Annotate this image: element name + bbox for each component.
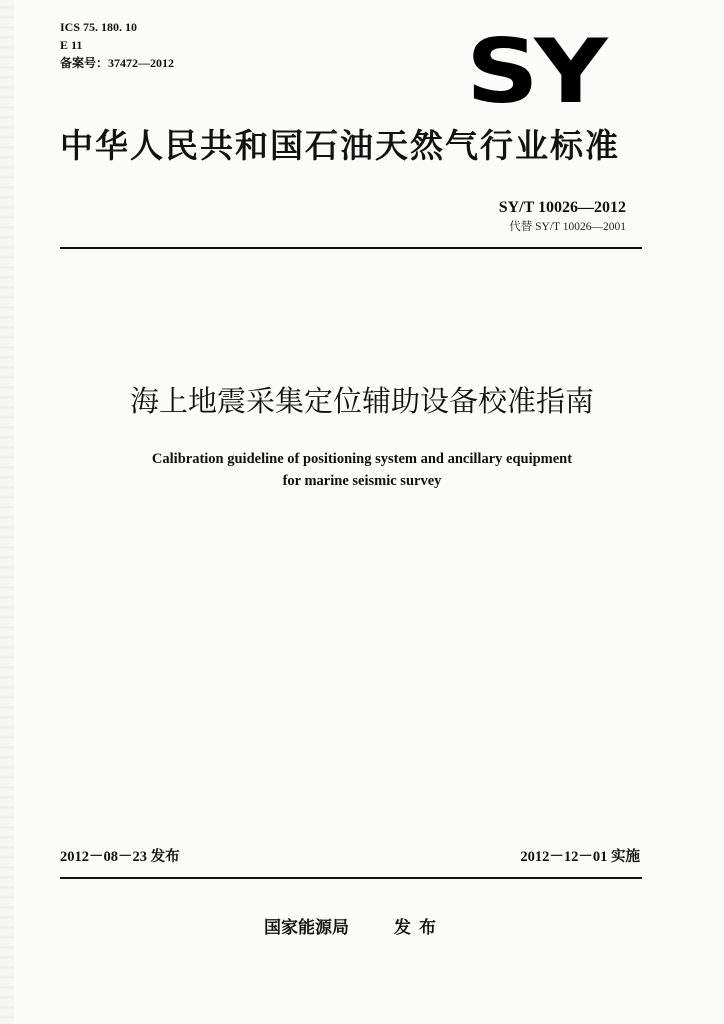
english-title-line-1: Calibration guideline of positioning system and ancillary equipment (151, 451, 573, 467)
scan-edge (0, 0, 14, 1024)
org-title: 中华人民共和国石油天然气行业标准 (60, 126, 620, 165)
document-title-english (60, 448, 664, 492)
issue-label: 发布 (394, 918, 444, 938)
ics-code: ICS 75. 180. 10 (60, 20, 138, 34)
replaces-standard: 代替 SY/T 10026—2001 (509, 221, 626, 233)
standard-number: SY/T 10026—2012 (498, 199, 626, 216)
sy-logo: SY (466, 20, 603, 123)
english-title-line-2: for marine seismic survey (282, 473, 442, 489)
top-divider (60, 247, 642, 249)
bottom-divider (60, 877, 642, 879)
filing-number: 备案号：37472—2012 (60, 56, 175, 70)
document-title-chinese: 海上地震采集定位辅助设备校准指南 (129, 384, 594, 418)
issuer-name: 国家能源局 (264, 918, 349, 938)
header-meta (60, 18, 174, 72)
implementation-date: 2012－12－01 实施 (520, 849, 640, 865)
classification-code: E 11 (60, 38, 83, 52)
issue-date: 2012－08－23 发布 (60, 849, 180, 865)
